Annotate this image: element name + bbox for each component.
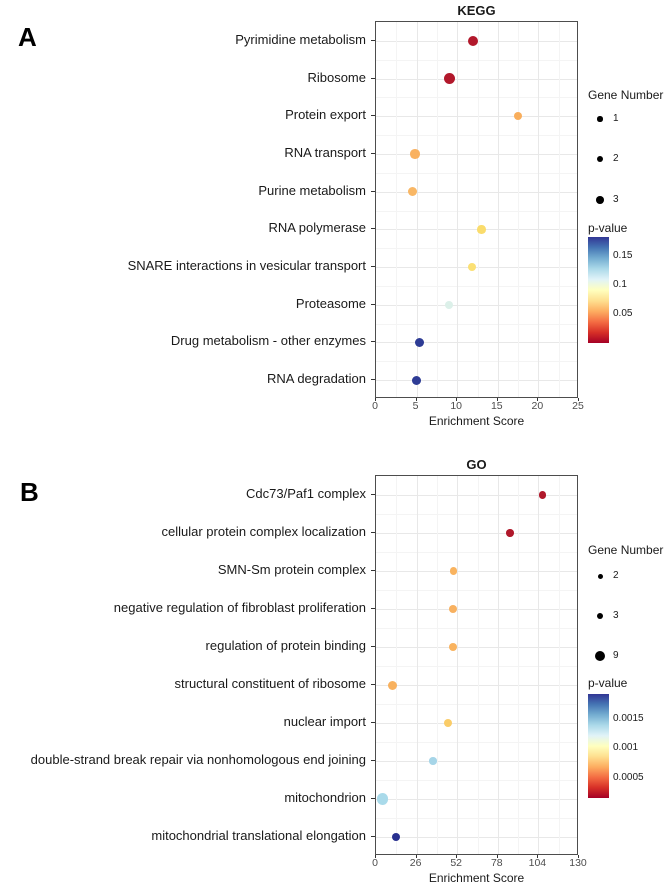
category-tick-mark [371,836,375,837]
gridline-horizontal-minor [376,211,577,212]
gene-number-legend-dot [597,156,604,163]
gene-number-legend-label: 3 [613,610,619,621]
gridline-vertical-minor [478,476,479,854]
data-point [444,719,452,727]
x-tick-label: 26 [409,857,422,869]
gene-number-legend-label: 9 [613,650,619,661]
gridline-vertical-minor [559,476,560,854]
data-point [392,833,400,841]
go-pvalue-colorbar [588,694,609,798]
data-point [429,757,437,765]
category-tick-mark [371,228,375,229]
pvalue-colorbar-label: 0.0005 [613,772,644,784]
data-point [477,225,486,234]
category-label: nuclear import [283,714,366,729]
gridline-vertical-major [538,22,539,397]
panel-letter-b: B [20,477,39,507]
gridline-vertical-minor [437,476,438,854]
kegg-gene-number-legend-title: Gene Number [588,88,664,102]
gridline-vertical-major [457,22,458,397]
category-tick-mark [371,608,375,609]
gridline-horizontal-minor [376,666,577,667]
x-tick-label: 20 [531,400,544,412]
gridline-horizontal-minor [376,628,577,629]
kegg-x-axis-title: Enrichment Score [428,414,525,428]
category-tick-mark [371,115,375,116]
gridline-horizontal-minor [376,514,577,515]
gridline-horizontal-major [376,685,577,686]
gridline-horizontal-minor [376,590,577,591]
go-pvalue-legend-title: p-value [588,676,628,690]
category-label: negative regulation of fibroblast proliferation [113,600,366,615]
category-label: SNARE interactions in vesicular transport [127,258,366,274]
gridline-horizontal-minor [376,60,577,61]
gridline-horizontal-major [376,267,577,268]
go-plot-title: GO [466,457,487,472]
pvalue-colorbar-label: 0.0015 [613,712,644,724]
category-label: Purine metabolism [258,182,366,198]
pvalue-colorbar-label: 0.15 [613,250,633,262]
gridline-horizontal-minor [376,324,577,325]
gridline-horizontal-minor [376,818,577,819]
category-tick-mark [371,341,375,342]
gridline-horizontal-minor [376,173,577,174]
gene-number-legend-dot [596,196,604,204]
category-label: mitochondrion [284,790,366,805]
category-tick-mark [371,304,375,305]
gridline-vertical-minor [437,22,438,397]
x-tick-label: 0 [372,857,378,869]
data-point [450,567,458,575]
category-tick-mark [371,153,375,154]
category-label: RNA transport [284,144,366,160]
category-label: Drug metabolism - other enzymes [170,333,366,349]
gridline-horizontal-major [376,723,577,724]
gridline-horizontal-minor [376,704,577,705]
gridline-horizontal-major [376,154,577,155]
gene-number-legend-dot [598,574,603,579]
gridline-horizontal-major [376,342,577,343]
x-tick-label: 15 [490,400,503,412]
gridline-horizontal-major [376,380,577,381]
category-tick-mark [371,266,375,267]
gridline-vertical-minor [396,476,397,854]
gridline-horizontal-minor [376,286,577,287]
x-tick-label: 78 [490,857,503,869]
gridline-horizontal-major [376,571,577,572]
category-label: Proteasome [295,295,366,311]
gene-number-legend-label: 2 [613,153,619,164]
category-label: Protein export [285,107,366,123]
panel-letter-a: A [18,22,37,52]
category-tick-mark [371,494,375,495]
go-gene-number-legend-title: Gene Number [588,543,664,557]
gridline-vertical-minor [396,22,397,397]
data-point [388,681,397,690]
gridline-horizontal-major [376,837,577,838]
category-tick-mark [371,379,375,380]
category-tick-mark [371,191,375,192]
pvalue-colorbar-label: 0.001 [613,742,639,754]
category-tick-mark [371,684,375,685]
gridline-vertical-major [498,22,499,397]
gridline-horizontal-minor [376,552,577,553]
gridline-vertical-minor [518,22,519,397]
data-point [468,263,477,272]
data-point [449,605,457,613]
category-tick-mark [371,78,375,79]
category-tick-mark [371,722,375,723]
category-tick-mark [371,798,375,799]
gridline-horizontal-major [376,495,577,496]
data-point [377,793,389,805]
kegg-plot-title: KEGG [457,3,496,18]
category-label: double-strand break repair via nonhomologous end joining [30,752,366,767]
data-point [506,529,514,537]
gridline-vertical-minor [559,22,560,397]
gridline-vertical-minor [478,22,479,397]
category-tick-mark [371,40,375,41]
category-tick-mark [371,646,375,647]
x-tick-label: 104 [528,857,547,869]
gridline-horizontal-major [376,799,577,800]
x-tick-label: 52 [450,857,463,869]
category-tick-mark [371,570,375,571]
gridline-vertical-major [417,476,418,854]
category-label: mitochondrial translational elongation [151,828,366,843]
data-point [410,149,420,159]
category-label: cellular protein complex localization [161,524,366,539]
gridline-horizontal-major [376,533,577,534]
pvalue-colorbar-label: 0.05 [613,308,633,320]
gridline-horizontal-minor [376,742,577,743]
category-label: RNA degradation [266,371,366,387]
data-point [539,491,547,499]
gene-number-legend-dot [597,116,602,121]
x-tick-label: 25 [572,400,584,412]
gridline-horizontal-minor [376,780,577,781]
gridline-horizontal-major [376,192,577,193]
gridline-vertical-major [538,476,539,854]
gridline-horizontal-major [376,305,577,306]
gene-number-legend-dot [595,651,605,661]
gene-number-legend-label: 3 [613,194,619,205]
pvalue-colorbar-label: 0.1 [613,278,627,290]
gene-number-legend-label: 1 [613,113,619,124]
x-tick-label: 5 [412,400,419,412]
category-label: structural constituent of ribosome [174,676,366,691]
category-label: Pyrimidine metabolism [235,31,366,47]
gridline-horizontal-minor [376,361,577,362]
gridline-vertical-minor [518,476,519,854]
category-label: RNA polymerase [268,220,366,236]
x-tick-label: 0 [372,400,378,412]
data-point [445,301,453,309]
category-label: regulation of protein binding [205,638,366,653]
data-point [412,376,421,385]
gridline-vertical-major [457,476,458,854]
category-label: SMN-Sm protein complex [217,562,366,577]
gridline-horizontal-major [376,761,577,762]
kegg-plot-area [375,21,578,398]
data-point [444,73,455,84]
gene-number-legend-label: 2 [613,570,619,581]
gene-number-legend-dot [597,613,604,620]
go-x-axis-title: Enrichment Score [428,871,525,885]
gridline-horizontal-major [376,647,577,648]
gridline-horizontal-minor [376,248,577,249]
data-point [415,338,424,347]
kegg-pvalue-colorbar [588,237,609,343]
kegg-pvalue-legend-title: p-value [588,221,628,235]
gridline-horizontal-major [376,609,577,610]
category-label: Cdc73/Paf1 complex [246,486,366,501]
category-tick-mark [371,532,375,533]
gridline-horizontal-minor [376,135,577,136]
gridline-vertical-major [498,476,499,854]
data-point [449,643,457,651]
data-point [514,112,522,120]
category-label: Ribosome [307,69,366,85]
gridline-horizontal-minor [376,97,577,98]
x-tick-label: 130 [569,857,587,869]
x-tick-label: 10 [450,400,463,412]
go-plot-area [375,475,578,855]
gridline-horizontal-major [376,79,577,80]
gridline-horizontal-major [376,116,577,117]
category-tick-mark [371,760,375,761]
